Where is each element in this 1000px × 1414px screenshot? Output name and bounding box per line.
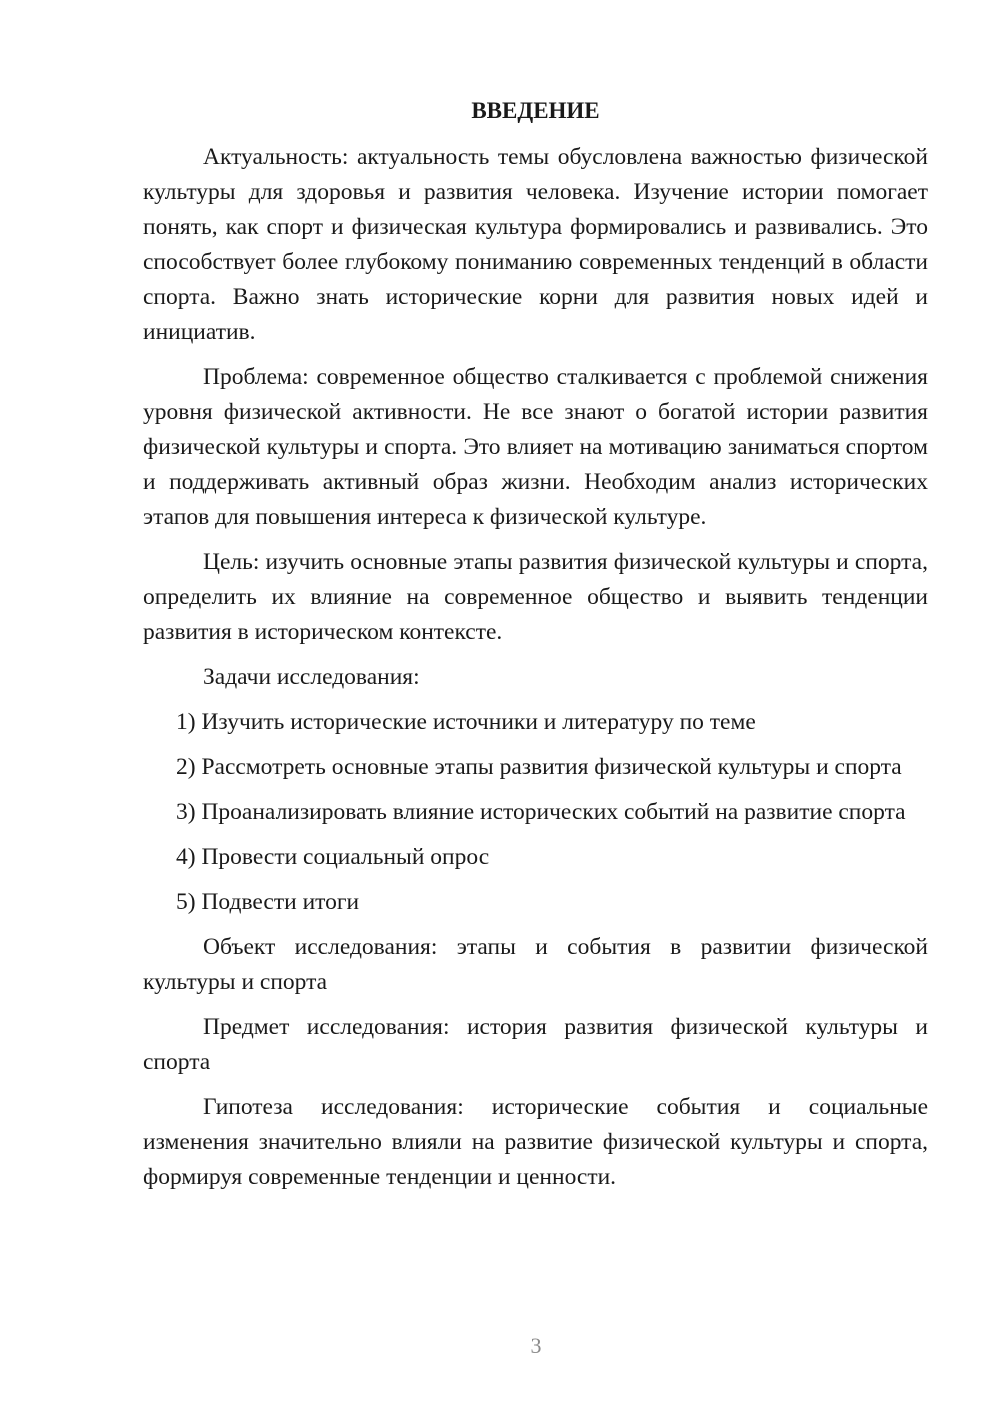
task-item-3: 3) Проанализировать влияние исторических событий на развитие спорта <box>176 799 906 825</box>
paragraph-hypothesis: Гипотеза исследования: исторические события и социальные изменения значительно влияли на развитие физической культуры и спорта, формируя современные тенденции и ценности. <box>143 1094 928 1190</box>
task-item-2: 2) Рассмотреть основные этапы развития физической культуры и спорта <box>176 754 902 780</box>
task-item-4: 4) Провести социальный опрос <box>176 844 490 870</box>
task-item-5: 5) Подвести итоги <box>176 889 360 915</box>
document-page <box>143 96 928 1205</box>
paragraph-subject: Предмет исследования: история развития физической культуры и спорта <box>143 1014 928 1075</box>
paragraph-object: Объект исследования: этапы и события в развитии физической культуры и спорта <box>143 934 928 995</box>
page-title: ВВЕДЕНИЕ <box>471 98 600 123</box>
paragraph-problem: Проблема: современное общество сталкивается с проблемой снижения уровня физической активности. Не все знают о богатой истории развития физической культуры и спорта. Это влияет на мотивацию заниматься спортом и поддерживать активный образ жизни. Необходим анализ исторических этапов для повышения интереса к физической культуре. <box>143 364 928 530</box>
tasks-heading: Задачи исследования: <box>203 664 420 690</box>
paragraph-goal: Цель: изучить основные этапы развития физической культуры и спорта, определить их влияние на современное общество и выявить тенденции развития в историческом контексте. <box>143 549 928 645</box>
paragraph-relevance: Актуальность: актуальность темы обусловлена важностью физической культуры для здоровья и развития человека. Изучение истории помогает понять, как спорт и физическая культура формировались и развивались. Это способствует более глубокому пониманию современных тенденций в области спорта. Важно знать исторические корни для развития новых идей и инициатив. <box>143 144 928 345</box>
task-item-1: 1) Изучить исторические источники и литературу по теме <box>176 709 756 735</box>
page-number: 3 <box>530 1333 542 1358</box>
